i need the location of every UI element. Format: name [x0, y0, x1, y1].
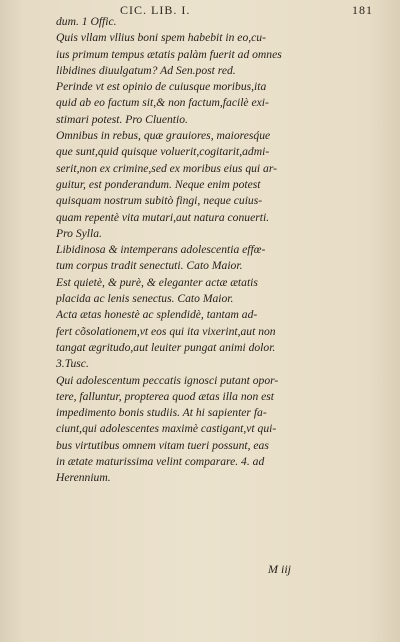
- text-line: ciunt,qui adolescentes maximè castigant,vt qui-: [56, 422, 277, 436]
- text-line: 3.Tusc.: [56, 357, 89, 371]
- text-line: serit,non ex crimine,sed ex moribus eius qui ar-: [56, 161, 277, 175]
- text-line: Pro Sylla.: [56, 226, 102, 240]
- text-line: stimari potest. Pro Cluentio.: [56, 112, 188, 126]
- text-line: Perinde vt est opinio de cuiusque moribus,ita: [56, 80, 267, 94]
- text-line: tum corpus tradit senectuti. Cato Maior.: [56, 259, 243, 273]
- text-line: bus virtutibus omnem vitam tueri possunt, eas: [56, 438, 269, 452]
- text-line: impedimento bonis studiis. At hi sapienter fa-: [56, 406, 267, 420]
- page-number: 181: [352, 3, 373, 17]
- text-line: Quis vllam vllius boni spem habebit in eo,cu-: [56, 31, 266, 45]
- text-line: que sunt,quid quisque voluerit,cogitarit,admi-: [56, 145, 270, 159]
- text-line: dum. 1 Offic.: [56, 15, 117, 28]
- text-line: guitur, est ponderandum. Neque enim potest: [56, 177, 261, 191]
- text-line: tangat ægritudo,aut leuiter pungat animi dolor.: [56, 340, 276, 354]
- text-line: in ætate maturissima velint comparare. 4. ad: [56, 455, 265, 469]
- text-line: Qui adolescentum peccatis ignosci putant opor-: [56, 373, 279, 387]
- text-line: placida ac lenis senectus. Cato Maior.: [56, 292, 234, 306]
- text-line: Omnibus in rebus, quæ grauiores, maioresq́ue: [56, 129, 271, 143]
- text-line: quam repentè vita mutari,aut natura conuerti.: [56, 210, 270, 224]
- text-line: tere, falluntur, propterea quod ætas illa non est: [56, 389, 275, 403]
- text-line: ius primum tempus ætatis palàm fuerit ad omnes: [56, 47, 282, 61]
- text-line: libidines diuulgatum? Ad Sen.post red.: [56, 63, 236, 77]
- running-title: CIC. LIB. I.: [120, 3, 191, 17]
- text-line: quid ab eo factum sit,& non factum,facilè exi-: [56, 96, 269, 110]
- text-line: fert cõsolationem,vt eos qui ita vixerint,aut non: [56, 324, 276, 338]
- signature-mark: M iij: [268, 562, 291, 576]
- text-line: quisquam nostrum subitò fingi, neque cuius-: [56, 194, 263, 208]
- body-text: [56, 14, 350, 487]
- text-line: Est quietè, & purè, & eleganter actæ ætatis: [56, 275, 258, 289]
- text-line: Herennium.: [56, 471, 111, 485]
- text-line: Acta ætas honestè ac splendidè, tantam ad-: [56, 308, 258, 322]
- text-line: Libidinosa & intemperans adolescentia effœ-: [56, 243, 266, 257]
